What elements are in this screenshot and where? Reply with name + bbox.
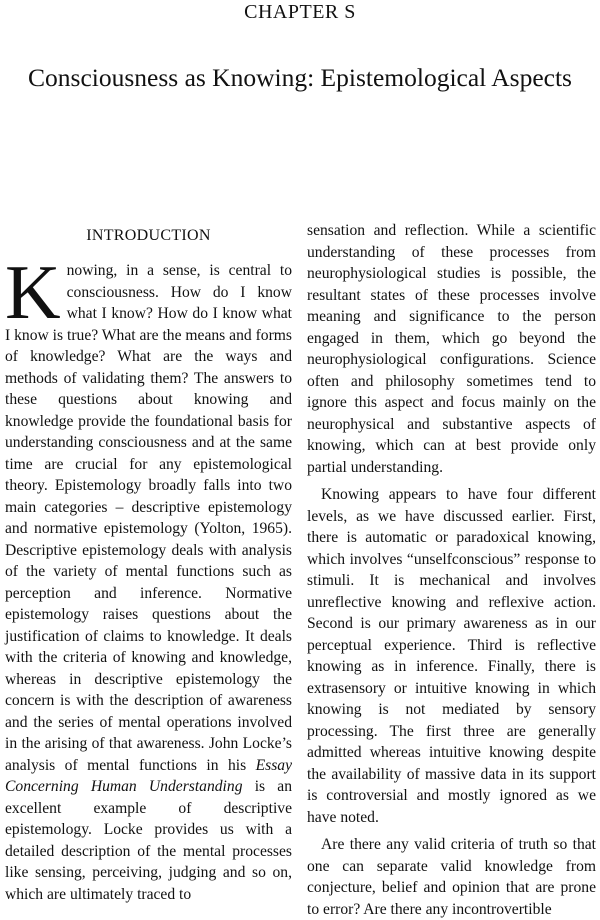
paragraph-criteria: Are there any valid criteria of truth so that one can separate valid knowledge from conjecture, belief and opinion that are prone to error? Are there any incontrovertible [307,836,596,918]
right-column [307,220,596,920]
intro-paragraph [5,249,293,905]
paragraph-levels: Knowing appears to have four different levels, as we have discussed earlier. First, there is automatic or paradoxical knowing, which involves “unselfconscious” response to stimuli. It is mechanical and involves unreflective knowing and reflexive action. Second is our primary awareness as in our perceptual experience. Third is reflective knowing as in inference. Finally, there is extrasensory or intuitive knowing in which knowing is not mediated by sensory processing. The first three are generally admitted whereas intuitive knowing despite the availability of massive data in its support is controversial and mostly ignored as we have noted. [307,486,596,826]
chapter-title: Consciousness as Knowing: Epistemological Aspects [28,63,572,92]
chapter-label: CHAPTER S [244,1,356,23]
drop-cap: K [5,249,61,335]
left-column [5,220,292,905]
paragraph-sensation: sensation and reflection. While a scientific understanding of these processes from neurophysiological studies is possible, the resultant states of these processes involve meaning and significance to the person engaged in them, which go beyond the neurophysiological configurations. Science often and philosophy sometimes tend to ignore this aspect and focus mainly on the neurophysical and substantive aspects of knowing, which can at best provide only partial understanding. [307,222,596,476]
book-title: Essay Concerning Human Understanding [5,756,292,795]
intro-text: nowing, in a sense, is central to consciousness. How do I know what I know? How do I know what I know is true? What are the means and forms of knowledge? What are the ways and methods of validating them? The answers to these questions about knowing and knowledge provide the foundational basis for understanding consciousness and at the same time are crucial for any epistemological theory. Epistemology broadly falls into two main categories – descriptive epistemology and normative epistemology (Yolton, 1965). Descriptive epistemology deals with analysis of the variety of mental functions such as perception and inference. Normative epistemology raises questions about the justification of claims to knowledge. It deals with the criteria of knowing and knowledge, whereas in descriptive epistemology the concern is with the description of awareness and the series of mental operations involved in the arising of that awareness. John Locke’s analysis of mental functions in his [5,262,292,774]
intro-text-rest: is an excellent example of descriptive epistemology. Locke provides us with a detailed description of the mental processes like sensing, perceiving, judging and so on, which are ultimately traced to [5,778,293,903]
section-heading: INTRODUCTION [86,227,211,244]
